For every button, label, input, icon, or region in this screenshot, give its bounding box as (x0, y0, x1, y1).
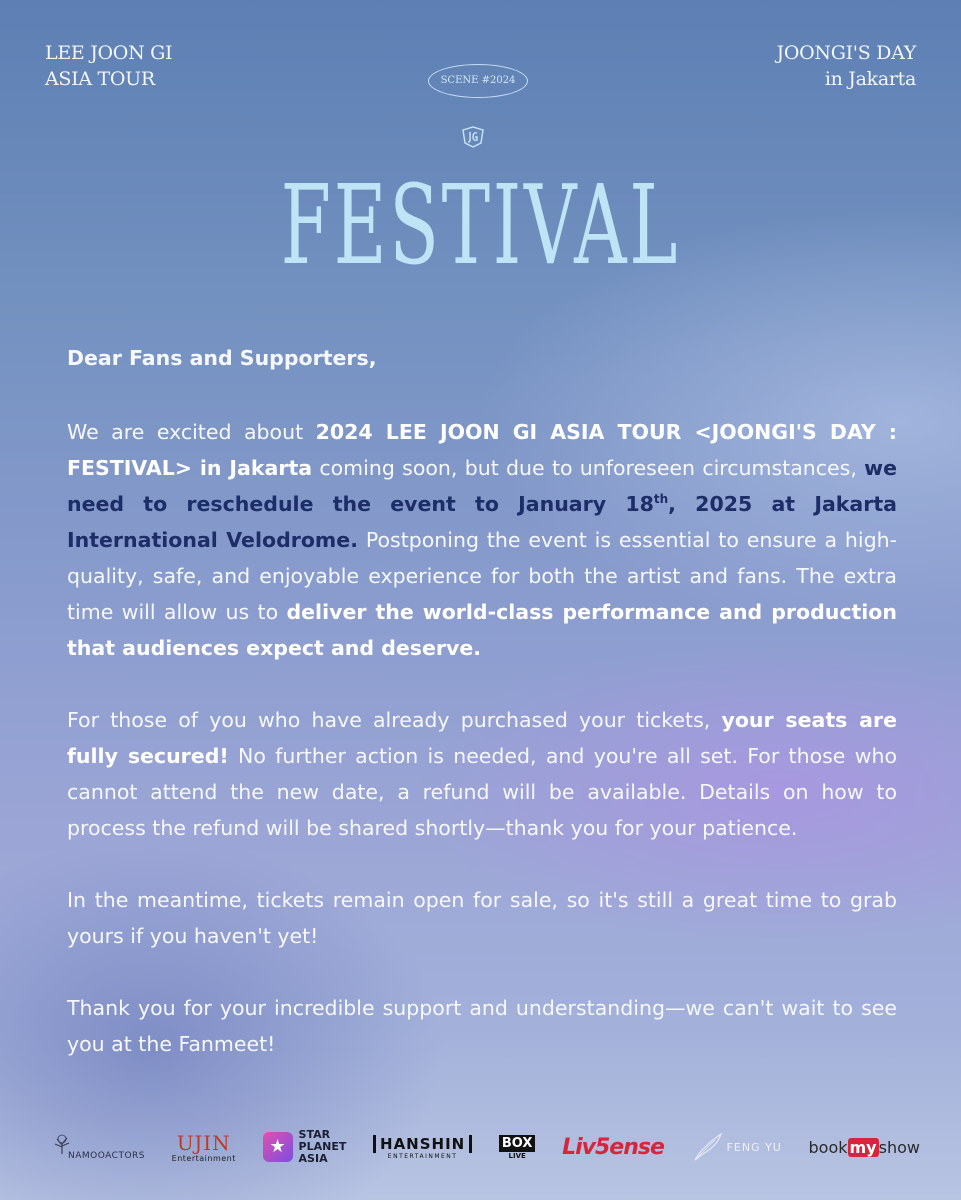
event-title: 2024 LEE JOON GI ASIA TOUR <JOONGI'S DAY : FESTIVAL> in Jakarta (67, 420, 897, 480)
livesense-text: Liv5ense (562, 1134, 664, 1160)
tour-name (45, 40, 172, 92)
seats-secured: your seats are fully secured! (67, 708, 898, 768)
ujin-text: UJIN (176, 1130, 231, 1155)
jg-monogram-icon (460, 126, 486, 148)
star-line3: ASIA (298, 1152, 328, 1165)
paragraph-thanks: Thank you for your incredible support and understanding—we can't wait to see you at the Fanmeet! (67, 996, 897, 1056)
feng-yu-text: FENG YU (726, 1140, 782, 1154)
p1-text-c: coming soon, but due to unforeseen circumstances, (312, 456, 865, 480)
bookmyshow-text (809, 1138, 920, 1157)
sponsor-logos (50, 1124, 920, 1170)
p2-text-a: For those of you who have already purchased your tickets, (67, 708, 722, 732)
date-ordinal: th (653, 492, 669, 507)
box-live-logo (499, 1135, 536, 1160)
event-name-line: JOONGI'S DAY (776, 42, 916, 64)
star-icon: ★ (263, 1132, 293, 1162)
star-line1: STAR (298, 1128, 331, 1141)
tour-name-line2: ASIA TOUR (45, 68, 155, 90)
ujin-logo (172, 1132, 236, 1163)
box-text: BOX (499, 1135, 536, 1152)
new-venue-text: , 2025 at Jakarta International Velodrome. (67, 492, 897, 552)
event-location (777, 40, 917, 92)
paragraph-tickets (67, 702, 897, 846)
namoo-text: NAMOOACTORS (68, 1151, 145, 1161)
scene-badge: SCENE #2024 (428, 64, 528, 98)
p1-text-a: We are excited about (67, 420, 316, 444)
paragraph-sales: In the meantime, tickets remain open for sale, so it's still a great time to grab yours if you haven't yet! (67, 888, 897, 948)
livesense-logo (562, 1135, 664, 1160)
greeting: Dear Fans and Supporters, (67, 346, 377, 370)
p1-text-f: Postponing the event is essential to ensure a high-quality, safe, and enjoyable experience for both the artist and fans. The extra time will allow us to (67, 528, 897, 624)
tour-name-line1: LEE JOON GI (45, 42, 173, 64)
star-line2: PLANET (298, 1140, 347, 1153)
bms-show: show (878, 1137, 920, 1157)
event-city-line: in Jakarta (824, 68, 916, 90)
announcement-letter (67, 340, 897, 1098)
p2-text-c: No further action is needed, and you're all set. For those who cannot attend the new date, a refund will be available. Details on how to process the refund will be shared shortly—thank you for your patience. (67, 744, 897, 840)
hanshin-logo (373, 1135, 472, 1160)
bookmyshow-logo (809, 1138, 920, 1157)
feng-yu-logo (691, 1132, 782, 1162)
new-date-text: we need to reschedule the event to January 18 (67, 456, 897, 516)
namoo-actors-logo (50, 1133, 145, 1161)
star-planet-logo (263, 1129, 347, 1165)
paragraph-reschedule (67, 414, 897, 666)
hanshin-text: HANSHIN (373, 1135, 472, 1153)
live-text: LIVE (508, 1151, 526, 1160)
ujin-subtext: Entertainment (171, 1153, 236, 1163)
feather-icon (691, 1132, 725, 1162)
bms-book: book (808, 1137, 848, 1157)
p1-text-g: deliver the world-class performance and production that audiences expect and deserve. (67, 600, 897, 660)
star-planet-text (299, 1129, 347, 1165)
bms-my: my (849, 1137, 877, 1157)
hanshin-subtext: ENTERTAINMENT (387, 1152, 458, 1160)
page-title: FESTIVAL (280, 161, 681, 289)
